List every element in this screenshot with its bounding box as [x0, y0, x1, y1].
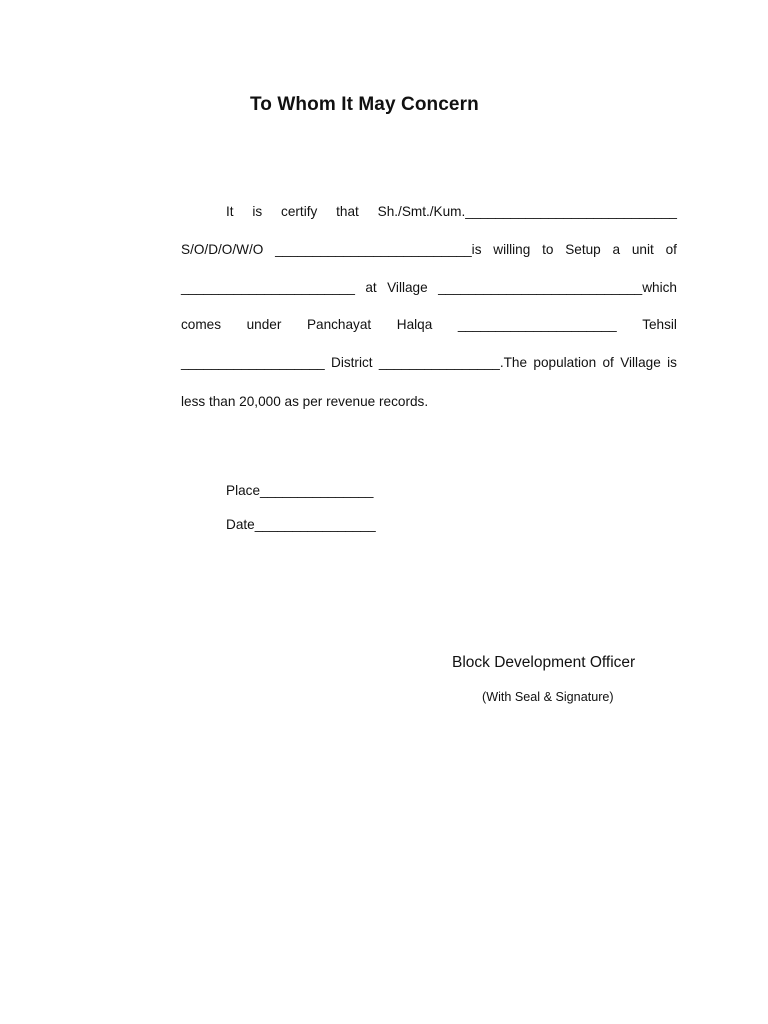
body-word: population	[533, 355, 597, 370]
body-word: certify	[281, 204, 318, 219]
body-word: is	[667, 355, 677, 370]
body-word: unit	[631, 242, 654, 257]
date-field: Date________________	[226, 517, 376, 532]
body-word: to	[542, 242, 554, 257]
body-word: Tehsil	[642, 317, 677, 332]
seal-note: (With Seal & Signature)	[482, 690, 614, 704]
body-word: at	[365, 280, 377, 295]
name-blank: Sh./Smt./Kum.____________________________	[377, 204, 677, 219]
body-word: District	[331, 355, 373, 370]
body-word: is	[252, 204, 263, 219]
body-word: willing	[493, 242, 531, 257]
body-word: that	[336, 204, 359, 219]
tehsil-blank: ___________________	[181, 355, 325, 370]
body-word: of	[602, 355, 614, 370]
place-field: Place_______________	[226, 483, 374, 498]
body-word: Halqa	[396, 317, 433, 332]
page-title: To Whom It May Concern	[250, 94, 479, 115]
body-word: S/O/D/O/W/O	[181, 242, 264, 257]
body-line-2	[181, 241, 677, 259]
body-word: comes	[181, 317, 222, 332]
body-line-3	[181, 279, 677, 297]
body-line-5	[181, 354, 677, 372]
body-line-4	[181, 316, 677, 334]
body-word: Village	[620, 355, 661, 370]
unit-blank: _______________________	[181, 280, 355, 295]
body-line-1	[226, 203, 677, 221]
halqa-blank: _____________________	[457, 317, 617, 332]
district-blank: ________________.The	[378, 355, 528, 370]
body-line-6: less than 20,000 as per revenue records.	[181, 394, 429, 409]
body-word: Panchayat	[306, 317, 372, 332]
body-word: Village	[387, 280, 428, 295]
body-word: Setup	[565, 242, 601, 257]
officer-title: Block Development Officer	[452, 654, 636, 671]
body-word: It	[226, 204, 234, 219]
body-word: a	[612, 242, 621, 257]
village-blank: ___________________________which	[438, 280, 677, 295]
body-word: of	[665, 242, 677, 257]
body-word: under	[246, 317, 282, 332]
relation-blank: __________________________is	[275, 242, 482, 257]
